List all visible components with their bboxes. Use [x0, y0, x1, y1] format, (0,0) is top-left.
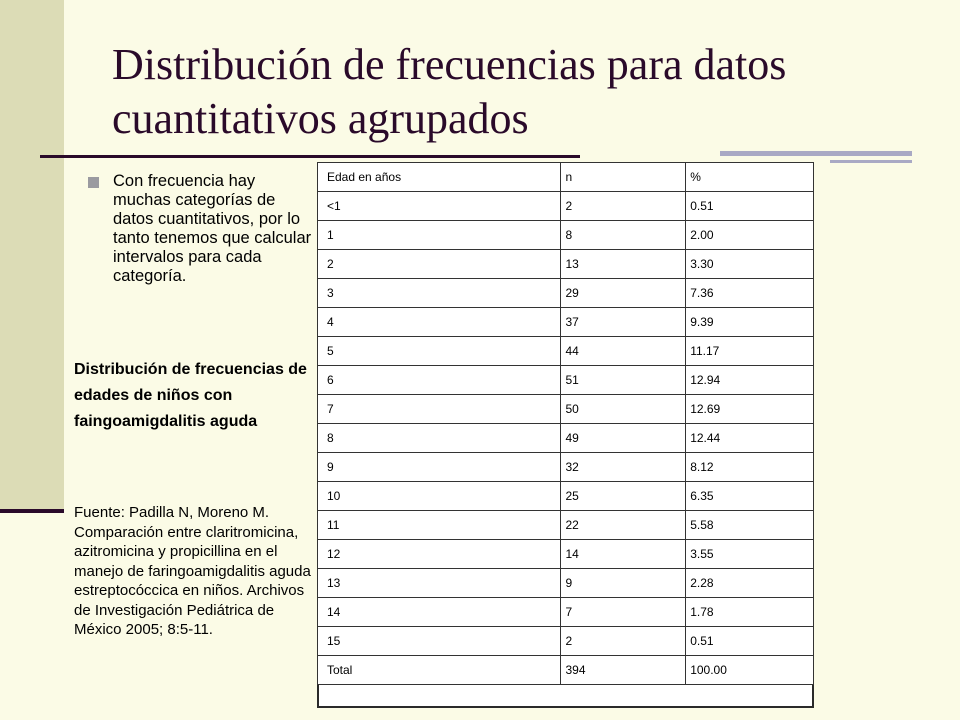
source-citation: Fuente: Padilla N, Moreno M. Comparación entre claritromicina, azitromicina y propicillina en el manejo de faringoamigdalitis aguda estreptocóccica en niños. Archivos de Investigación Pediátrica de México 2005; 8:5-11. [74, 504, 311, 638]
cell-age: 8 [318, 424, 561, 453]
cell-n: 44 [561, 337, 686, 366]
cell-age: 13 [318, 569, 561, 598]
cell-n: 25 [561, 482, 686, 511]
cell-n: 51 [561, 366, 686, 395]
table-row [318, 366, 814, 395]
cell-percent: 6.35 [686, 482, 814, 511]
left-sidebar-band [0, 0, 64, 512]
cell-percent: 0.51 [686, 192, 814, 221]
frequency-table [317, 162, 814, 685]
table-row [318, 453, 814, 482]
cell-age: 6 [318, 366, 561, 395]
cell-n: 9 [561, 569, 686, 598]
cell-percent: 8.12 [686, 453, 814, 482]
header-percent: % [686, 163, 814, 192]
cell-n: 2 [561, 192, 686, 221]
cell-percent: 12.44 [686, 424, 814, 453]
cell-age: 4 [318, 308, 561, 337]
cell-n: 7 [561, 598, 686, 627]
table-row [318, 482, 814, 511]
cell-percent: 3.30 [686, 250, 814, 279]
cell-n: 50 [561, 395, 686, 424]
cell-percent: 12.69 [686, 395, 814, 424]
cell-age: 11 [318, 511, 561, 540]
cell-percent: 9.39 [686, 308, 814, 337]
table-row [318, 250, 814, 279]
cell-age: 3 [318, 279, 561, 308]
cell-percent: 2.00 [686, 221, 814, 250]
cell-n: 8 [561, 221, 686, 250]
bullet-text: Con frecuencia hay muchas categorías de datos cuantitativos, por lo tanto tenemos que calcular intervalos para cada categoría. [113, 172, 312, 285]
cell-n: 22 [561, 511, 686, 540]
cell-age: 5 [318, 337, 561, 366]
frequency-table-body [318, 163, 814, 685]
cell-age: 1 [318, 221, 561, 250]
cell-age: Total [318, 656, 561, 685]
table-row [318, 656, 814, 685]
table-row [318, 192, 814, 221]
cell-age: 9 [318, 453, 561, 482]
cell-n: 32 [561, 453, 686, 482]
table-row [318, 511, 814, 540]
cell-age: <1 [318, 192, 561, 221]
header-n: n [561, 163, 686, 192]
cell-age: 14 [318, 598, 561, 627]
cell-age: 2 [318, 250, 561, 279]
cell-age: 7 [318, 395, 561, 424]
title-underline [40, 155, 580, 158]
table-row [318, 569, 814, 598]
table-row [318, 627, 814, 656]
cell-n: 29 [561, 279, 686, 308]
cell-age: 10 [318, 482, 561, 511]
cell-percent: 3.55 [686, 540, 814, 569]
table-row [318, 279, 814, 308]
header-age: Edad en años [318, 163, 561, 192]
table-row [318, 308, 814, 337]
cell-percent: 100.00 [686, 656, 814, 685]
cell-percent: 7.36 [686, 279, 814, 308]
cell-n: 37 [561, 308, 686, 337]
cell-age: 12 [318, 540, 561, 569]
table-row [318, 337, 814, 366]
table-header-row [318, 163, 814, 192]
cell-n: 2 [561, 627, 686, 656]
cell-percent: 1.78 [686, 598, 814, 627]
table-caption: Distribución de frecuencias de edades de niños con faingoamigdalitis aguda [74, 361, 307, 430]
table-row [318, 540, 814, 569]
table-row [318, 598, 814, 627]
table-row [318, 424, 814, 453]
slide-title: Distribución de frecuencias para datos cuantitativos agrupados [112, 40, 787, 143]
cell-percent: 12.94 [686, 366, 814, 395]
sidebar-accent-line [0, 509, 64, 513]
bullet-square-icon [88, 177, 99, 188]
bullet-item [88, 172, 313, 286]
cell-age: 15 [318, 627, 561, 656]
cell-percent: 11.17 [686, 337, 814, 366]
cell-percent: 0.51 [686, 627, 814, 656]
cell-n: 13 [561, 250, 686, 279]
title-accent-rule-short [830, 160, 912, 163]
title-accent-rule [720, 151, 912, 156]
cell-percent: 2.28 [686, 569, 814, 598]
cell-n: 14 [561, 540, 686, 569]
table-row [318, 221, 814, 250]
cell-n: 49 [561, 424, 686, 453]
cell-percent: 5.58 [686, 511, 814, 540]
cell-n: 394 [561, 656, 686, 685]
table-row [318, 395, 814, 424]
